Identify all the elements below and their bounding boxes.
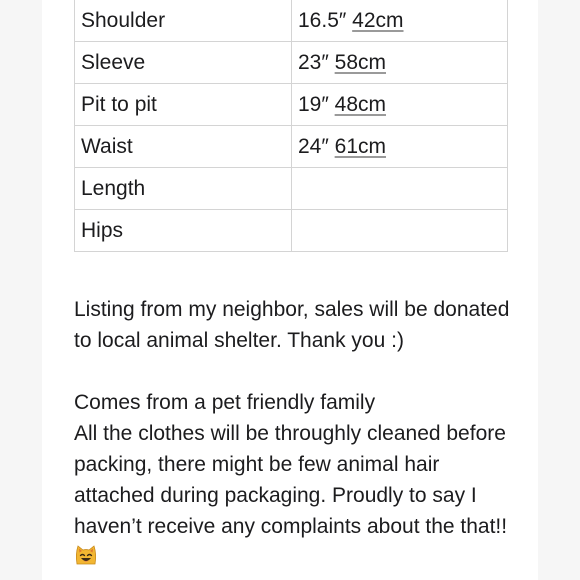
measurement-cm: 48cm xyxy=(334,93,386,116)
measurement-cm: 58cm xyxy=(334,51,386,74)
measurement-cm: 61cm xyxy=(334,135,386,158)
table-row xyxy=(75,84,508,126)
smiling-cat-icon xyxy=(74,543,98,576)
measurement-value xyxy=(292,210,508,252)
description-text: All the clothes will be throughly cleaned before packing, there might be few animal hair attached during packaging. Proudly to say I haven’t receive any complaints about the that!! xyxy=(74,422,508,538)
measurement-label: Waist xyxy=(75,126,292,168)
measurements-table xyxy=(74,0,508,252)
measurement-inches: 16.5″ xyxy=(298,9,347,32)
table-row xyxy=(75,42,508,84)
measurement-value xyxy=(292,42,508,84)
description-line: Comes from a pet friendly family xyxy=(74,391,376,414)
measurement-inches: 19″ xyxy=(298,93,329,116)
measurement-label: Length xyxy=(75,168,292,210)
table-row xyxy=(75,168,508,210)
measurement-inches: 23″ xyxy=(298,51,329,74)
measurement-label: Shoulder xyxy=(75,0,292,42)
table-row xyxy=(75,0,508,42)
measurement-value xyxy=(292,168,508,210)
measurement-label: Hips xyxy=(75,210,292,252)
listing-description xyxy=(74,294,524,576)
measurement-value xyxy=(292,126,508,168)
measurement-value xyxy=(292,0,508,42)
description-paragraph xyxy=(74,418,524,576)
measurement-cm: 42cm xyxy=(352,9,404,32)
measurement-label: Pit to pit xyxy=(75,84,292,126)
table-row xyxy=(75,126,508,168)
description-paragraph: Listing from my neighbor, sales will be donated to local animal shelter. Thank you :) xyxy=(74,298,510,352)
measurement-value xyxy=(292,84,508,126)
measurement-label: Sleeve xyxy=(75,42,292,84)
measurement-inches: 24″ xyxy=(298,135,329,158)
table-row xyxy=(75,210,508,252)
